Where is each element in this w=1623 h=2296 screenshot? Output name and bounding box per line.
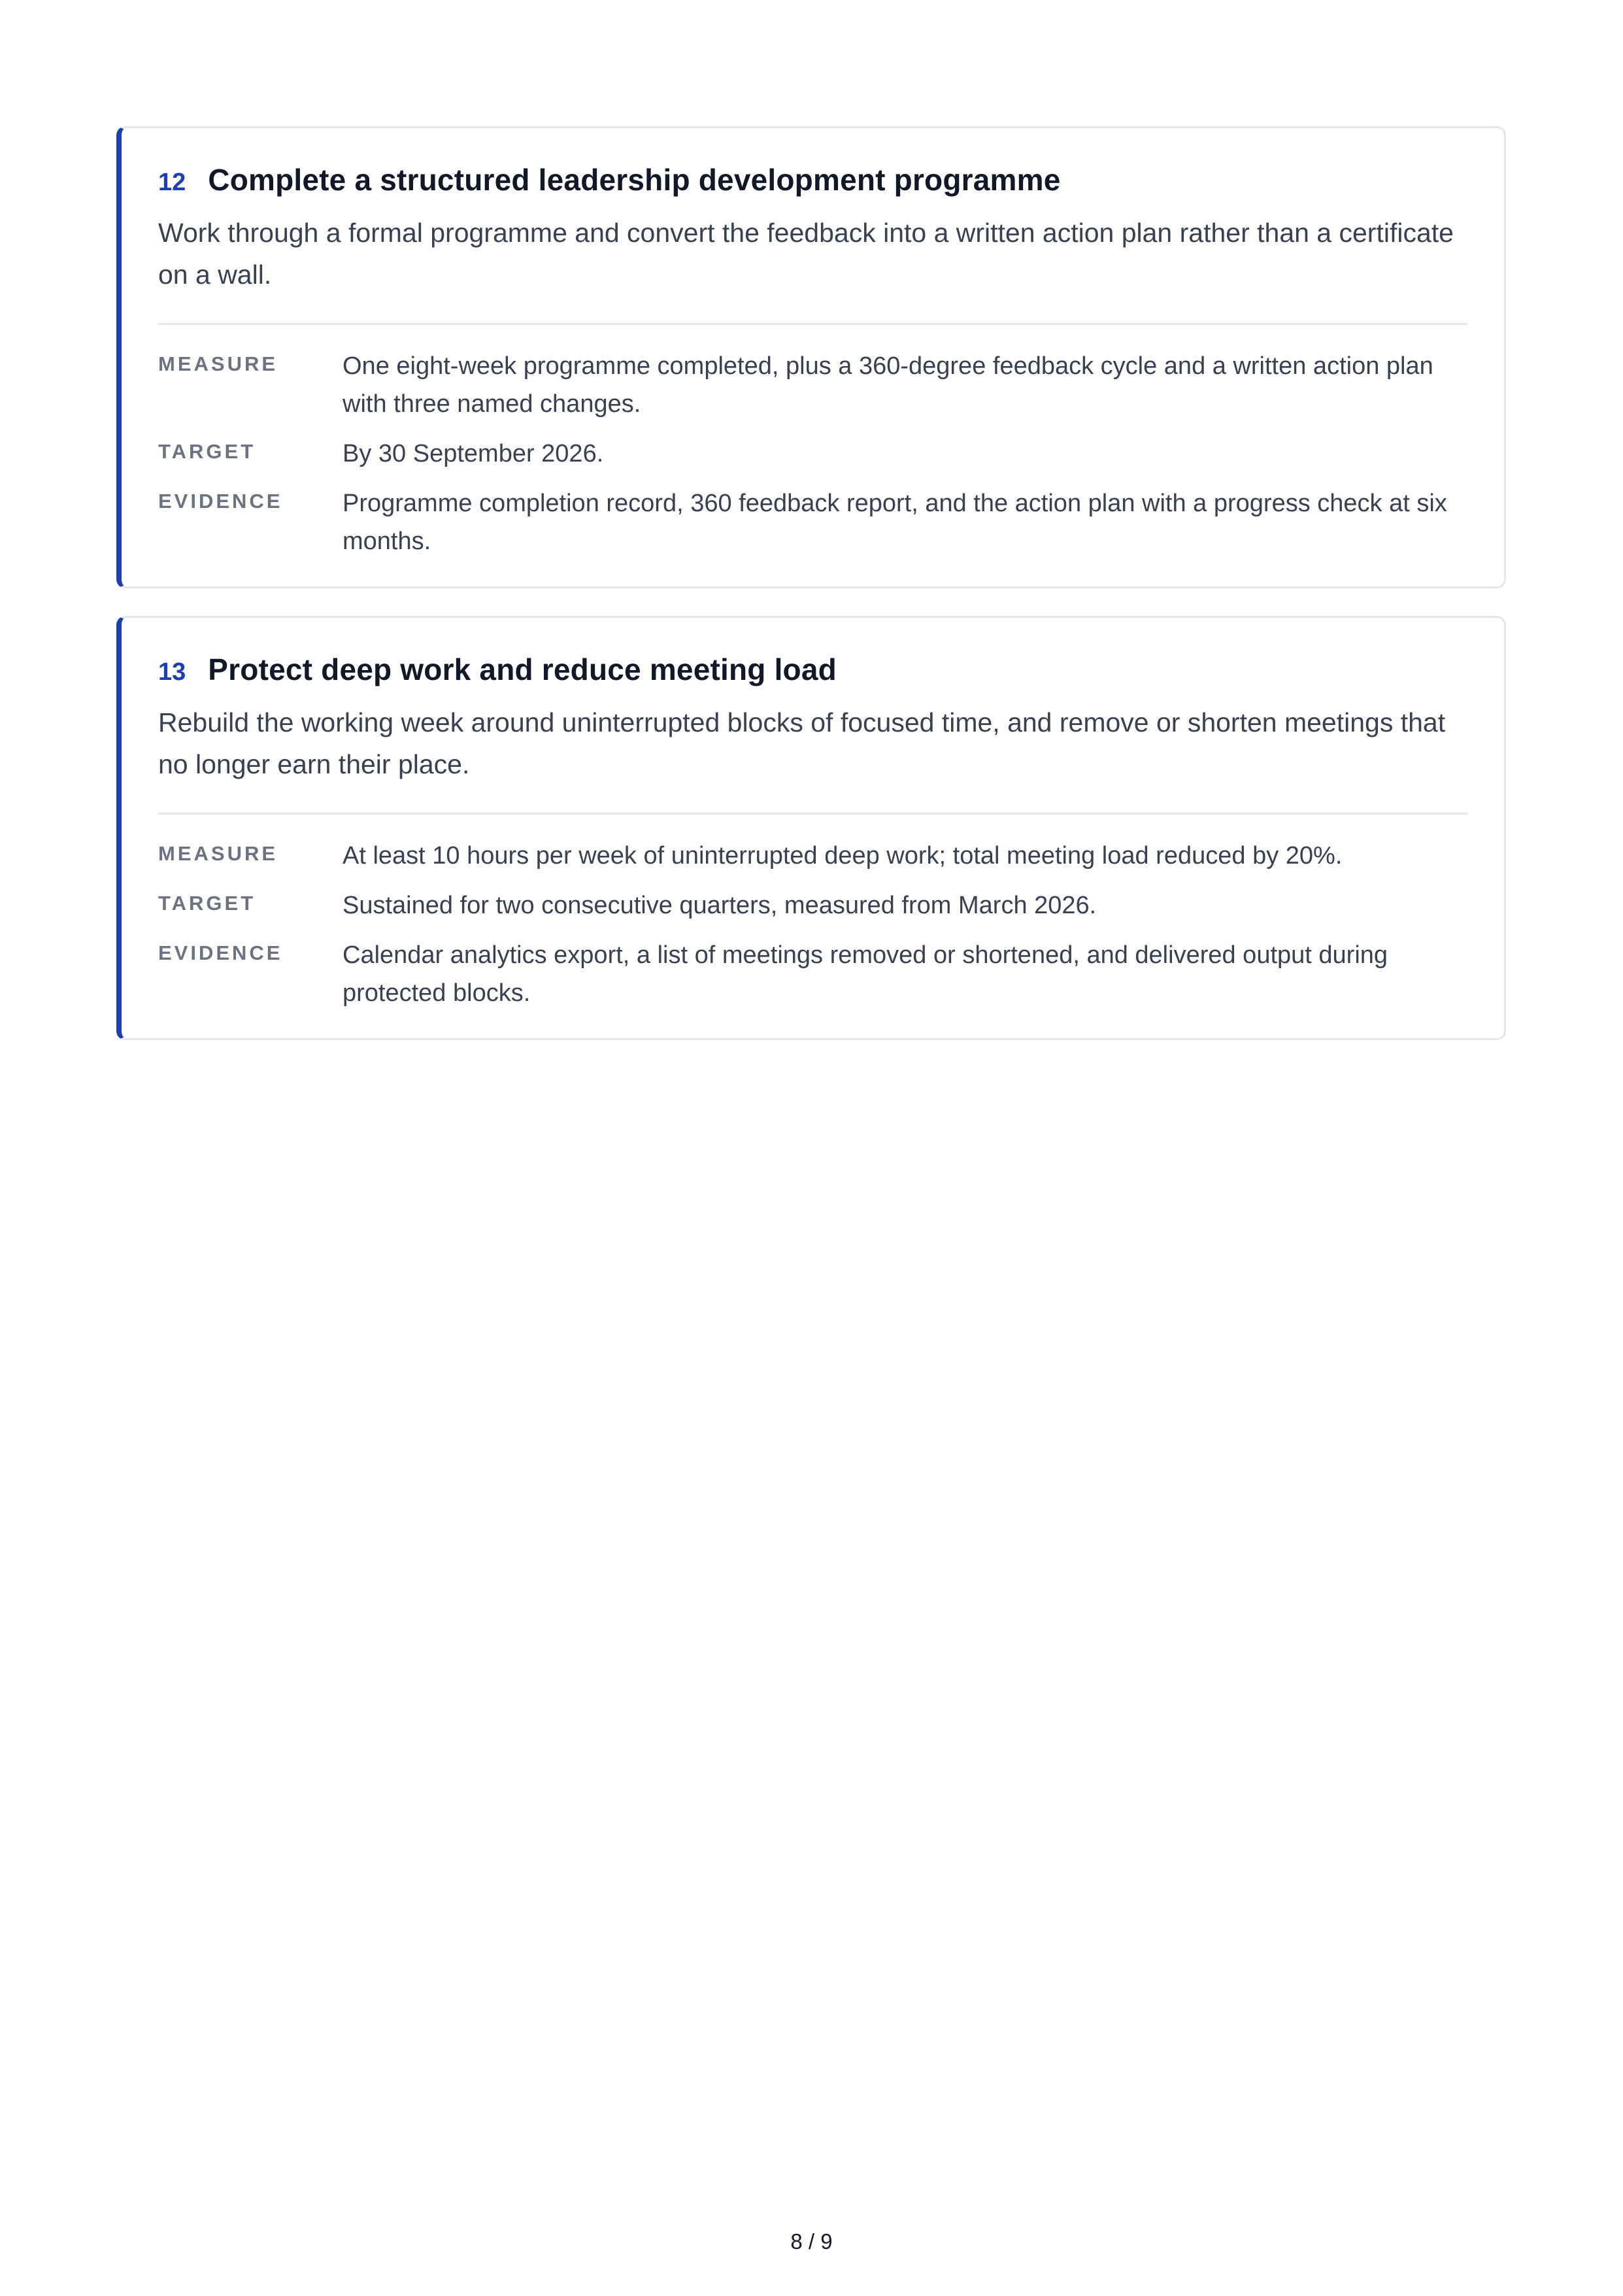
measure-value: At least 10 hours per week of uninterrupted deep work; total meeting load reduced by 20%. bbox=[343, 842, 1343, 869]
measure-value: One eight-week programme completed, plus a 360-degree feedback cycle and a written action plan with three named changes. bbox=[343, 352, 1433, 418]
target-row bbox=[158, 435, 1467, 473]
goal-header bbox=[158, 652, 1467, 687]
goal-fields bbox=[158, 347, 1467, 560]
evidence-row bbox=[158, 936, 1467, 1012]
measure-row bbox=[158, 347, 1467, 423]
goal-description: Rebuild the working week around uninterrupted blocks of focused time, and remove or shorten meetings that no longer earn their place. bbox=[158, 701, 1467, 815]
goal-title: Complete a structured leadership development programme bbox=[208, 163, 1061, 197]
target-value: By 30 September 2026. bbox=[343, 440, 604, 467]
evidence-label: EVIDENCE bbox=[158, 490, 283, 513]
evidence-row bbox=[158, 484, 1467, 560]
goal-fields bbox=[158, 837, 1467, 1012]
goal-header bbox=[158, 162, 1467, 197]
goal-title: Protect deep work and reduce meeting load bbox=[208, 652, 837, 686]
evidence-value: Calendar analytics export, a list of meetings removed or shortened, and delivered output during protected blocks. bbox=[343, 941, 1388, 1007]
page-number: 8 / 9 bbox=[790, 2229, 833, 2254]
target-label: TARGET bbox=[158, 892, 256, 915]
goal-description: Work through a formal programme and convert the feedback into a written action plan rather than a certificate on a wall. bbox=[158, 212, 1467, 325]
evidence-value: Programme completion record, 360 feedback report, and the action plan with a progress check at six months. bbox=[343, 490, 1447, 555]
goal-card-12 bbox=[116, 126, 1506, 588]
measure-row bbox=[158, 837, 1467, 875]
goal-card-13 bbox=[116, 616, 1506, 1040]
target-row bbox=[158, 886, 1467, 924]
measure-label: MEASURE bbox=[158, 842, 278, 865]
target-value: Sustained for two consecutive quarters, measured from March 2026. bbox=[343, 892, 1097, 919]
goal-number: 12 bbox=[158, 169, 186, 196]
goal-list bbox=[116, 126, 1506, 1068]
measure-label: MEASURE bbox=[158, 352, 278, 375]
goal-number: 13 bbox=[158, 658, 186, 686]
evidence-label: EVIDENCE bbox=[158, 941, 283, 964]
target-label: TARGET bbox=[158, 440, 256, 463]
